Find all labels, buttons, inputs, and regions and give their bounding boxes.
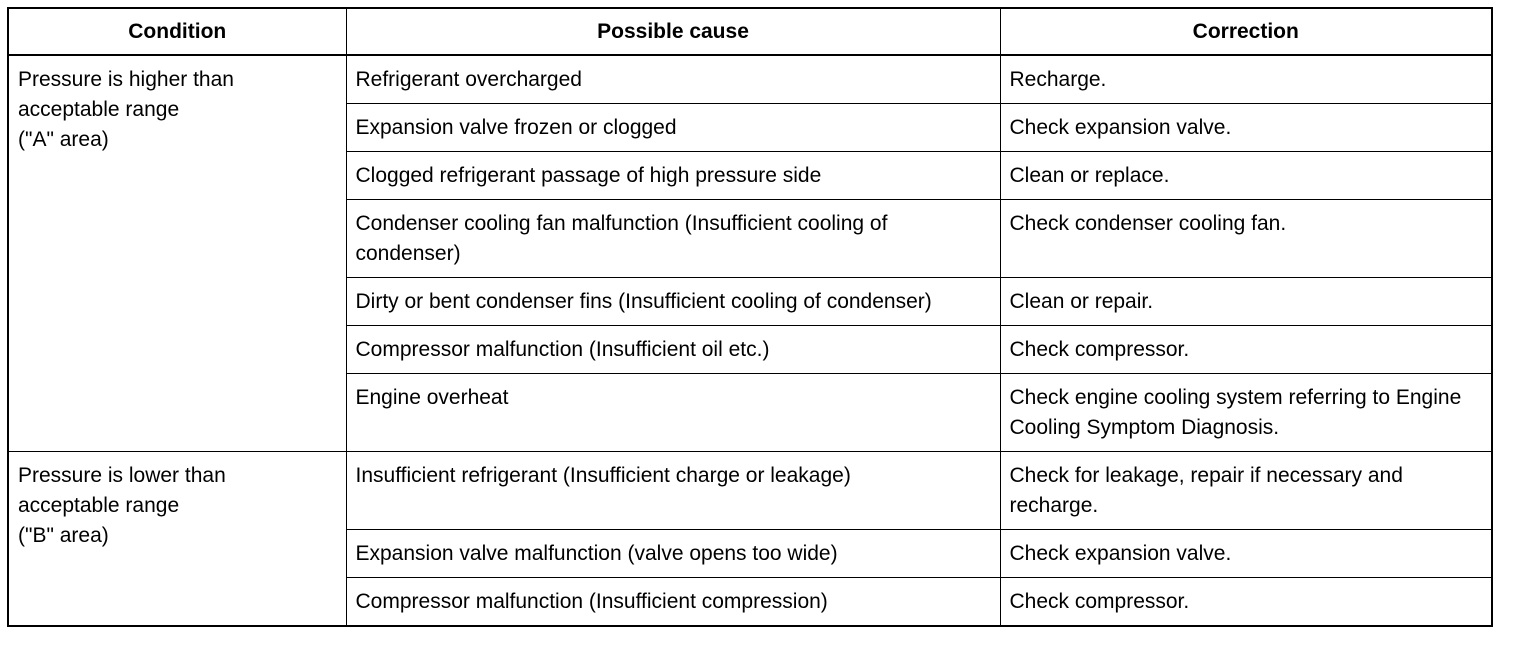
table-row <box>8 452 1492 530</box>
correction-cell: Check for leakage, repair if necessary and recharge. <box>1000 452 1492 530</box>
diagnosis-table <box>7 7 1493 627</box>
correction-cell: Recharge. <box>1000 55 1492 104</box>
correction-cell: Check expansion valve. <box>1000 530 1492 578</box>
cause-cell: Compressor malfunction (Insufficient oil etc.) <box>346 326 1000 374</box>
cause-cell: Dirty or bent condenser fins (Insufficient cooling of condenser) <box>346 278 1000 326</box>
cause-cell: Condenser cooling fan malfunction (Insufficient cooling of condenser) <box>346 200 1000 278</box>
correction-cell: Clean or repair. <box>1000 278 1492 326</box>
header-row <box>8 8 1492 55</box>
condition-cell-high-pressure <box>8 55 346 452</box>
header-correction: Correction <box>1000 8 1492 55</box>
condition-line: acceptable range <box>18 98 180 121</box>
table-row <box>8 55 1492 104</box>
correction-cell: Check compressor. <box>1000 578 1492 627</box>
cause-cell: Refrigerant overcharged <box>346 55 1000 104</box>
correction-cell: Check engine cooling system referring to Engine Cooling Symptom Diagnosis. <box>1000 374 1492 452</box>
correction-cell: Check compressor. <box>1000 326 1492 374</box>
condition-line: ("B" area) <box>18 524 109 547</box>
cause-cell: Insufficient refrigerant (Insufficient charge or leakage) <box>346 452 1000 530</box>
condition-cell-low-pressure <box>8 452 346 627</box>
condition-line: acceptable range <box>18 494 180 517</box>
header-possible-cause: Possible cause <box>346 8 1000 55</box>
correction-cell: Clean or replace. <box>1000 152 1492 200</box>
correction-cell: Check expansion valve. <box>1000 104 1492 152</box>
cause-cell: Clogged refrigerant passage of high pressure side <box>346 152 1000 200</box>
cause-cell: Compressor malfunction (Insufficient compression) <box>346 578 1000 627</box>
cause-cell: Expansion valve malfunction (valve opens too wide) <box>346 530 1000 578</box>
condition-line: Pressure is lower than <box>18 464 226 487</box>
cause-cell: Engine overheat <box>346 374 1000 452</box>
condition-line: ("A" area) <box>18 128 109 151</box>
correction-cell: Check condenser cooling fan. <box>1000 200 1492 278</box>
condition-line: Pressure is higher than <box>18 68 234 91</box>
cause-cell: Expansion valve frozen or clogged <box>346 104 1000 152</box>
header-condition: Condition <box>8 8 346 55</box>
